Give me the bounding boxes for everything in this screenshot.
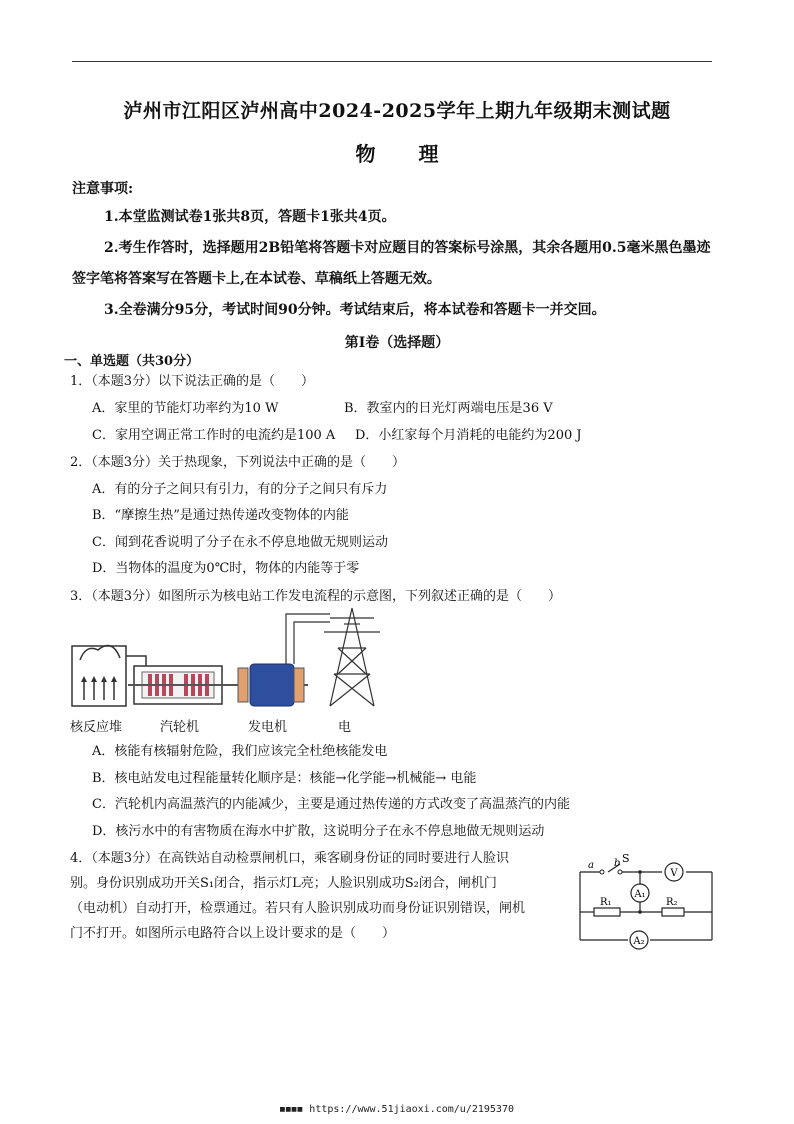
note-item: 2.考生作答时，选择题用2B铅笔将答题卡对应题目的答案标号涂黑，其余各题用0.5毫米黑色墨迹签字笔将答案写在答题卡上,在本试卷、草稿纸上答题无效。	[72, 240, 711, 287]
question-3-stem: 3．（本题3分）如图所示为核电站工作发电流程的示意图，下列叙述正确的是（ ）	[70, 589, 562, 604]
label-r2: R₂	[666, 897, 678, 908]
figure-label-electricity: 电	[338, 720, 352, 735]
question-4-stem	[70, 846, 560, 946]
question-2-stem: 2．（本题3分）关于热现象，下列说法中正确的是（ ）	[70, 455, 406, 470]
question-4-line: 别。身份识别成功开关S₁闭合，指示灯L亮；人脸识别成功S₂闭合，闸机门	[70, 876, 497, 891]
notes-list	[72, 202, 712, 326]
section-title: 第Ⅰ卷（选择题）	[344, 335, 450, 351]
label-v: V	[670, 868, 678, 879]
turbine-icon	[128, 666, 238, 704]
switch-terminal-b	[618, 870, 622, 874]
exam-title: 泸州市江阳区泸州高中2024-2025学年上期九年级期末测试题	[123, 100, 671, 122]
figure-label-reactor: 核反应堆	[70, 720, 123, 735]
label-a2: A₂	[633, 936, 645, 947]
question-4-line: （电动机）自动打开，检票通过。若只有人脸识别成功而身份证识别错误，闸机	[70, 901, 526, 916]
question-3-option-c: C．汽轮机内高温蒸汽的内能减少，主要是通过热传递的方式改变了高温蒸汽的内能	[92, 797, 570, 812]
generator-icon	[238, 664, 308, 706]
label-r1: R₁	[600, 897, 612, 908]
question-4-line: 4．（本题3分）在高铁站自动检票闸机口，乘客刷身份证的同时要进行人脸识	[70, 851, 510, 866]
question-1-option-a: A．家里的节能灯功率约为10 W	[92, 401, 279, 416]
switch-terminal-a	[600, 870, 604, 874]
resistor-r2-icon	[662, 908, 684, 916]
question-4-line: 门不打开。如图所示电路符合以上设计要求的是（ ）	[70, 926, 396, 941]
footer-url[interactable]: https://www.51jiaoxi.com/u/2195370	[309, 1104, 514, 1115]
question-3-option-d: D．核污水中的有害物质在海水中扩散，这说明分子在永不停息地做无规则运动	[92, 824, 545, 839]
subject-title: 物 理	[355, 142, 457, 166]
part-title: 一、单选题（共30分）	[64, 354, 200, 369]
figure-label-turbine: 汽轮机	[160, 720, 200, 735]
label-b: b	[614, 858, 621, 869]
reactor-icon	[72, 646, 126, 707]
label-s: S	[622, 852, 630, 865]
question-2-option-a: A．有的分子之间只有引力，有的分子之间只有斥力	[92, 482, 388, 497]
note-item: 3.全卷满分95分，考试时间90分钟。考试结束后，将本试卷和答题卡一并交回。	[104, 302, 606, 318]
header-rule	[72, 61, 712, 62]
question-2-option-b: B．“摩擦生热”是通过热传递改变物体的内能	[92, 508, 349, 523]
question-1-option-b: B．教室内的日光灯两端电压是36 V	[344, 401, 553, 416]
question-3-option-b: B．核电站发电过程能量转化顺序是：核能→化学能→机械能→ 电能	[92, 771, 477, 786]
question-1-stem: 1．（本题3分）以下说法正确的是（ ）	[70, 374, 315, 389]
notes-heading: 注意事项:	[72, 181, 134, 197]
footer-dots: ■■■■	[280, 1104, 304, 1114]
note-item: 1.本堂监测试卷1张共8页，答题卡1张共4页。	[104, 209, 396, 225]
question-1-option-c: C．家用空调正常工作时的电流约是100 A	[92, 428, 336, 443]
label-a: a	[588, 860, 594, 871]
question-2-option-c: C．闻到花香说明了分子在永不停息地做无规则运动	[92, 535, 388, 550]
nuclear-plant-figure	[68, 604, 398, 714]
circuit-diagram	[574, 852, 718, 950]
figure-label-generator: 发电机	[248, 720, 288, 735]
power-tower-icon	[324, 608, 380, 706]
question-1-option-d: D．小红家每个月消耗的电能约为200 J	[355, 428, 582, 443]
label-a1: A₁	[634, 889, 646, 900]
resistor-r1-icon	[594, 908, 620, 916]
question-3-option-a: A．核能有核辐射危险，我们应该完全杜绝核能发电	[92, 744, 388, 759]
footer	[0, 1104, 794, 1115]
question-2-option-d: D．当物体的温度为0℃时，物体的内能等于零	[92, 561, 360, 576]
